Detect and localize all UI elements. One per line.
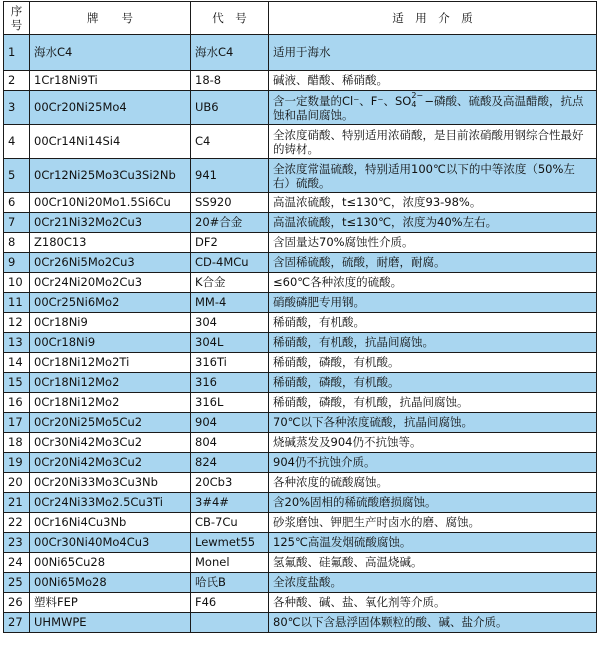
row-medium: 稀硝酸，磷酸，有机酸，抗晶间腐蚀。 xyxy=(269,393,597,413)
row-grade: UHMWPE xyxy=(30,613,191,633)
row-grade: 0Cr12Ni25Mo3Cu3Si2Nb xyxy=(30,159,191,193)
row-code: 824 xyxy=(191,453,269,473)
table-row xyxy=(4,233,597,253)
row-code: Lewmet55 xyxy=(191,533,269,553)
table-row xyxy=(4,493,597,513)
row-medium: 125℃高温发烟硫酸腐蚀。 xyxy=(269,533,597,553)
header-no: 序 号 xyxy=(4,2,30,35)
table-row xyxy=(4,35,597,71)
row-code: Monel xyxy=(191,553,269,573)
table-row xyxy=(4,553,597,573)
row-code: K合金 xyxy=(191,273,269,293)
row-code xyxy=(191,613,269,633)
row-grade: 海水C4 xyxy=(30,35,191,71)
header-row xyxy=(4,2,597,35)
row-code: 316Ti xyxy=(191,353,269,373)
row-medium: 稀硝酸，磷酸，有机酸。 xyxy=(269,353,597,373)
row-medium: ≤60℃各种浓度的硫酸。 xyxy=(269,273,597,293)
row-medium: 适用于海水 xyxy=(269,35,597,71)
row-code: 304L xyxy=(191,333,269,353)
row-grade: 0Cr20Ni25Mo5Cu2 xyxy=(30,413,191,433)
row-no: 3 xyxy=(4,91,30,125)
row-medium: 各种浓度的硫酸腐蚀。 xyxy=(269,473,597,493)
table-row xyxy=(4,453,597,473)
header-code: 代 号 xyxy=(191,2,269,35)
row-no: 9 xyxy=(4,253,30,273)
table-row xyxy=(4,313,597,333)
row-no: 22 xyxy=(4,513,30,533)
row-grade: 00Cr25Ni6Mo2 xyxy=(30,293,191,313)
row-medium: 氢氟酸、硅氟酸、高温烧碱。 xyxy=(269,553,597,573)
row-no: 26 xyxy=(4,593,30,613)
row-grade: 0Cr30Ni42Mo3Cu2 xyxy=(30,433,191,453)
table-row xyxy=(4,413,597,433)
row-no: 10 xyxy=(4,273,30,293)
row-grade: Z180C13 xyxy=(30,233,191,253)
row-code: 316L xyxy=(191,393,269,413)
row-medium: 80℃以下含悬浮固体颗粒的酸、碱、盐介质。 xyxy=(269,613,597,633)
row-medium: 全浓度盐酸。 xyxy=(269,573,597,593)
row-no: 20 xyxy=(4,473,30,493)
row-grade: 0Cr18Ni9 xyxy=(30,313,191,333)
row-code: 316 xyxy=(191,373,269,393)
table-row xyxy=(4,513,597,533)
row-no: 27 xyxy=(4,613,30,633)
row-code: 哈氏B xyxy=(191,573,269,593)
row-code: 804 xyxy=(191,433,269,453)
row-grade: 00Cr10Ni20Mo1.5Si6Cu xyxy=(30,193,191,213)
row-grade: 0Cr20Ni42Mo3Cu2 xyxy=(30,453,191,473)
row-code: F46 xyxy=(191,593,269,613)
row-grade: 0Cr18Ni12Mo2 xyxy=(30,393,191,413)
row-medium: 70℃以下各种浓度硫酸，抗晶间腐蚀。 xyxy=(269,413,597,433)
row-grade: 00Ni65Cu28 xyxy=(30,553,191,573)
row-code: 20Cb3 xyxy=(191,473,269,493)
row-code: MM-4 xyxy=(191,293,269,313)
row-code: CD-4MCu xyxy=(191,253,269,273)
row-medium: 含20%固相的稀硫酸磨损腐蚀。 xyxy=(269,493,597,513)
table-row xyxy=(4,433,597,453)
row-no: 5 xyxy=(4,159,30,193)
row-grade: 0Cr21Ni32Mo2Cu3 xyxy=(30,213,191,233)
row-grade: 00Cr30Ni40Mo4Cu3 xyxy=(30,533,191,553)
row-medium: 稀硝酸，磷酸，有机酸。 xyxy=(269,373,597,393)
row-no: 11 xyxy=(4,293,30,313)
row-no: 21 xyxy=(4,493,30,513)
header-medium: 适 用 介 质 xyxy=(269,2,597,35)
row-medium: 高温浓硫酸，t≤130℃，浓度93-98%。 xyxy=(269,193,597,213)
row-grade: 0Cr18Ni12Mo2 xyxy=(30,373,191,393)
row-code: C4 xyxy=(191,125,269,159)
row-no: 25 xyxy=(4,573,30,593)
table-row xyxy=(4,333,597,353)
row-no: 18 xyxy=(4,433,30,453)
row-grade: 00Cr14Ni14Si4 xyxy=(30,125,191,159)
row-medium: 含固量达70%腐蚀性介质。 xyxy=(269,233,597,253)
row-grade: 0Cr20Ni33Mo3Cu3Nb xyxy=(30,473,191,493)
table-row xyxy=(4,533,597,553)
row-code: CB-7Cu xyxy=(191,513,269,533)
row-no: 24 xyxy=(4,553,30,573)
row-no: 2 xyxy=(4,71,30,91)
table-row xyxy=(4,293,597,313)
row-grade: 0Cr16Ni4Cu3Nb xyxy=(30,513,191,533)
row-code: DF2 xyxy=(191,233,269,253)
row-grade: 0Cr26Ni5Mo2Cu3 xyxy=(30,253,191,273)
row-medium: 904仍不抗蚀介质。 xyxy=(269,453,597,473)
row-no: 16 xyxy=(4,393,30,413)
row-grade: 00Cr18Ni9 xyxy=(30,333,191,353)
row-grade: 0Cr24Ni33Mo2.5Cu3Ti xyxy=(30,493,191,513)
row-medium: 稀硝酸，有机酸。 xyxy=(269,313,597,333)
row-no: 13 xyxy=(4,333,30,353)
row-no: 8 xyxy=(4,233,30,253)
table-row xyxy=(4,273,597,293)
table-row xyxy=(4,91,597,125)
row-code: 20#合金 xyxy=(191,213,269,233)
table-row xyxy=(4,393,597,413)
row-grade: 塑料FEP xyxy=(30,593,191,613)
table-row xyxy=(4,353,597,373)
row-medium: 稀硝酸，有机酸，抗晶间腐蚀。 xyxy=(269,333,597,353)
row-medium: 碱液、醋酸、稀硝酸。 xyxy=(269,71,597,91)
row-medium: 全浓度常温硫酸，特别适用100℃以下的中等浓度（50%左右）硫酸。 xyxy=(269,159,597,193)
row-no: 12 xyxy=(4,313,30,333)
row-code: 941 xyxy=(191,159,269,193)
row-no: 14 xyxy=(4,353,30,373)
header-grade: 牌 号 xyxy=(30,2,191,35)
row-grade: 0Cr18Ni12Mo2Ti xyxy=(30,353,191,373)
row-grade: 00Cr20Ni25Mo4 xyxy=(30,91,191,125)
table-row xyxy=(4,473,597,493)
row-no: 7 xyxy=(4,213,30,233)
row-no: 4 xyxy=(4,125,30,159)
row-grade: 00Ni65Mo28 xyxy=(30,573,191,593)
row-medium: 含固稀硫酸，硫酸，耐磨，耐腐。 xyxy=(269,253,597,273)
row-medium: 硝酸磷肥专用钢。 xyxy=(269,293,597,313)
row-medium: 高温浓硫酸，t≤130℃，浓度为40%左右。 xyxy=(269,213,597,233)
row-code: 3#4# xyxy=(191,493,269,513)
row-code: 海水C4 xyxy=(191,35,269,71)
table-row xyxy=(4,613,597,633)
row-code: SS920 xyxy=(191,193,269,213)
table-row xyxy=(4,159,597,193)
row-no: 6 xyxy=(4,193,30,213)
table-row xyxy=(4,373,597,393)
row-no: 19 xyxy=(4,453,30,473)
row-medium: 含一定数量的Cl⁻、F⁻、SO 2− 4 −磷酸、硫酸及高温醋酸，抗点蚀和晶间腐蚀。 xyxy=(269,91,597,125)
table-row xyxy=(4,193,597,213)
row-medium: 全浓度硝酸、特别适用浓硝酸，是目前浓硝酸用钢综合性最好的铸材。 xyxy=(269,125,597,159)
table-row xyxy=(4,213,597,233)
row-code: 18-8 xyxy=(191,71,269,91)
row-no: 15 xyxy=(4,373,30,393)
row-medium: 砂浆磨蚀、钾肥生产时卤水的磨、腐蚀。 xyxy=(269,513,597,533)
row-code: 904 xyxy=(191,413,269,433)
materials-table xyxy=(3,1,597,633)
row-code: 304 xyxy=(191,313,269,333)
table-row xyxy=(4,573,597,593)
table-row xyxy=(4,253,597,273)
row-medium: 烧碱蒸发及904仍不抗蚀等。 xyxy=(269,433,597,453)
table-row xyxy=(4,71,597,91)
row-medium: 各种酸、碱、盐、氧化剂等介质。 xyxy=(269,593,597,613)
row-grade: 0Cr24Ni20Mo2Cu3 xyxy=(30,273,191,293)
row-no: 23 xyxy=(4,533,30,553)
table-row xyxy=(4,593,597,613)
row-no: 1 xyxy=(4,35,30,71)
row-grade: 1Cr18Ni9Ti xyxy=(30,71,191,91)
row-no: 17 xyxy=(4,413,30,433)
table-row xyxy=(4,125,597,159)
row-code: UB6 xyxy=(191,91,269,125)
